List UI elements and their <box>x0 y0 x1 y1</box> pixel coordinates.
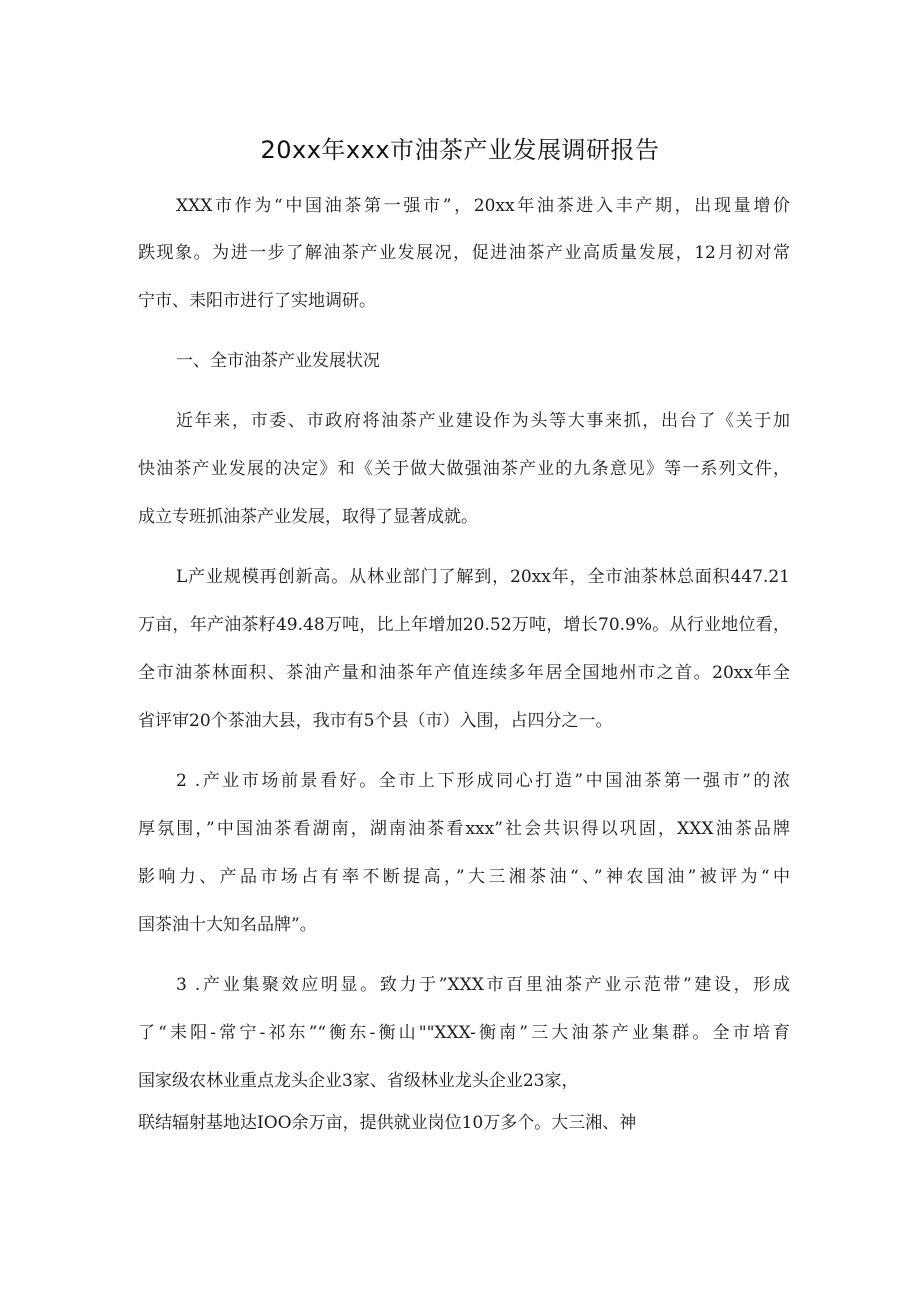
point-2-line-1: 2 .产业市场前景看好。全市上下形成同心打造”中国油茶第一强市”的浓 <box>176 771 790 791</box>
point-3-line-1: 3 .产业集聚效应明显。致力于”XXX市百里油茶产业示范带”建设，形成 <box>176 975 790 995</box>
intro-line-2: 跌现象。为进一步了解油茶产业发展况，促进油茶产业高质量发展，12月初对常 <box>138 243 790 263</box>
point-2-line-2: 厚氛围，”中国油茶看湖南，湖南油茶看xxx”社会共识得以巩固，XXX油茶品牌 <box>138 819 790 839</box>
point-1-line-4: 省评审20个茶油大县，我市有5个县（市）入围，占四分之一。 <box>138 711 613 731</box>
intro-line-1: XXX市作为“中国油茶第一强市”，20xx年油茶进入丰产期，出现量增价 <box>176 196 790 216</box>
point-3-line-3: 国家级农林业重点龙头企业3家、省级林业龙头企业23家， <box>138 1071 579 1091</box>
point-3-line-4: 联结辐射基地达IOO余万亩，提供就业岗位10万多个。大三湘、神 <box>138 1113 637 1133</box>
point-2-line-3: 影响力、产品市场占有率不断提高，”大三湘茶油“、”神农国油”被评为“中 <box>138 867 790 887</box>
overview-line-3: 成立专班抓油茶产业发展，取得了显著成就。 <box>138 507 478 527</box>
point-1-line-1: L产业规模再创新高。从林业部门了解到，20xx年，全市油茶林总面积447.21 <box>176 567 790 587</box>
point-1-line-3: 全市油茶林面积、茶油产量和油茶年产值连续多年居全国地州市之首。20xx年全 <box>138 663 790 683</box>
overview-line-1: 近年来，市委、市政府将油茶产业建设作为头等大事来抓，出台了《关于加 <box>176 411 790 431</box>
overview-line-2: 快油茶产业发展的决定》和《关于做大做强油茶产业的九条意见》等一系列文件， <box>138 459 790 479</box>
point-2-line-4: 国茶油十大知名品牌”。 <box>138 915 317 935</box>
section-heading: 一、全市油茶产业发展状况 <box>176 351 380 371</box>
intro-line-3: 宁市、耒阳市进行了实地调研。 <box>138 291 376 311</box>
point-3-line-2: 了“耒阳-常宁-祁东”“衡东-衡山""XXX-衡南”三大油茶产业集群。全市培育 <box>138 1023 790 1043</box>
point-1-line-2: 万亩，年产油茶籽49.48万吨，比上年增加20.52万吨，增长70.9%。从行业地位看， <box>138 615 790 635</box>
document-title: 20xx年xxx市油茶产业发展调研报告 <box>260 136 660 164</box>
